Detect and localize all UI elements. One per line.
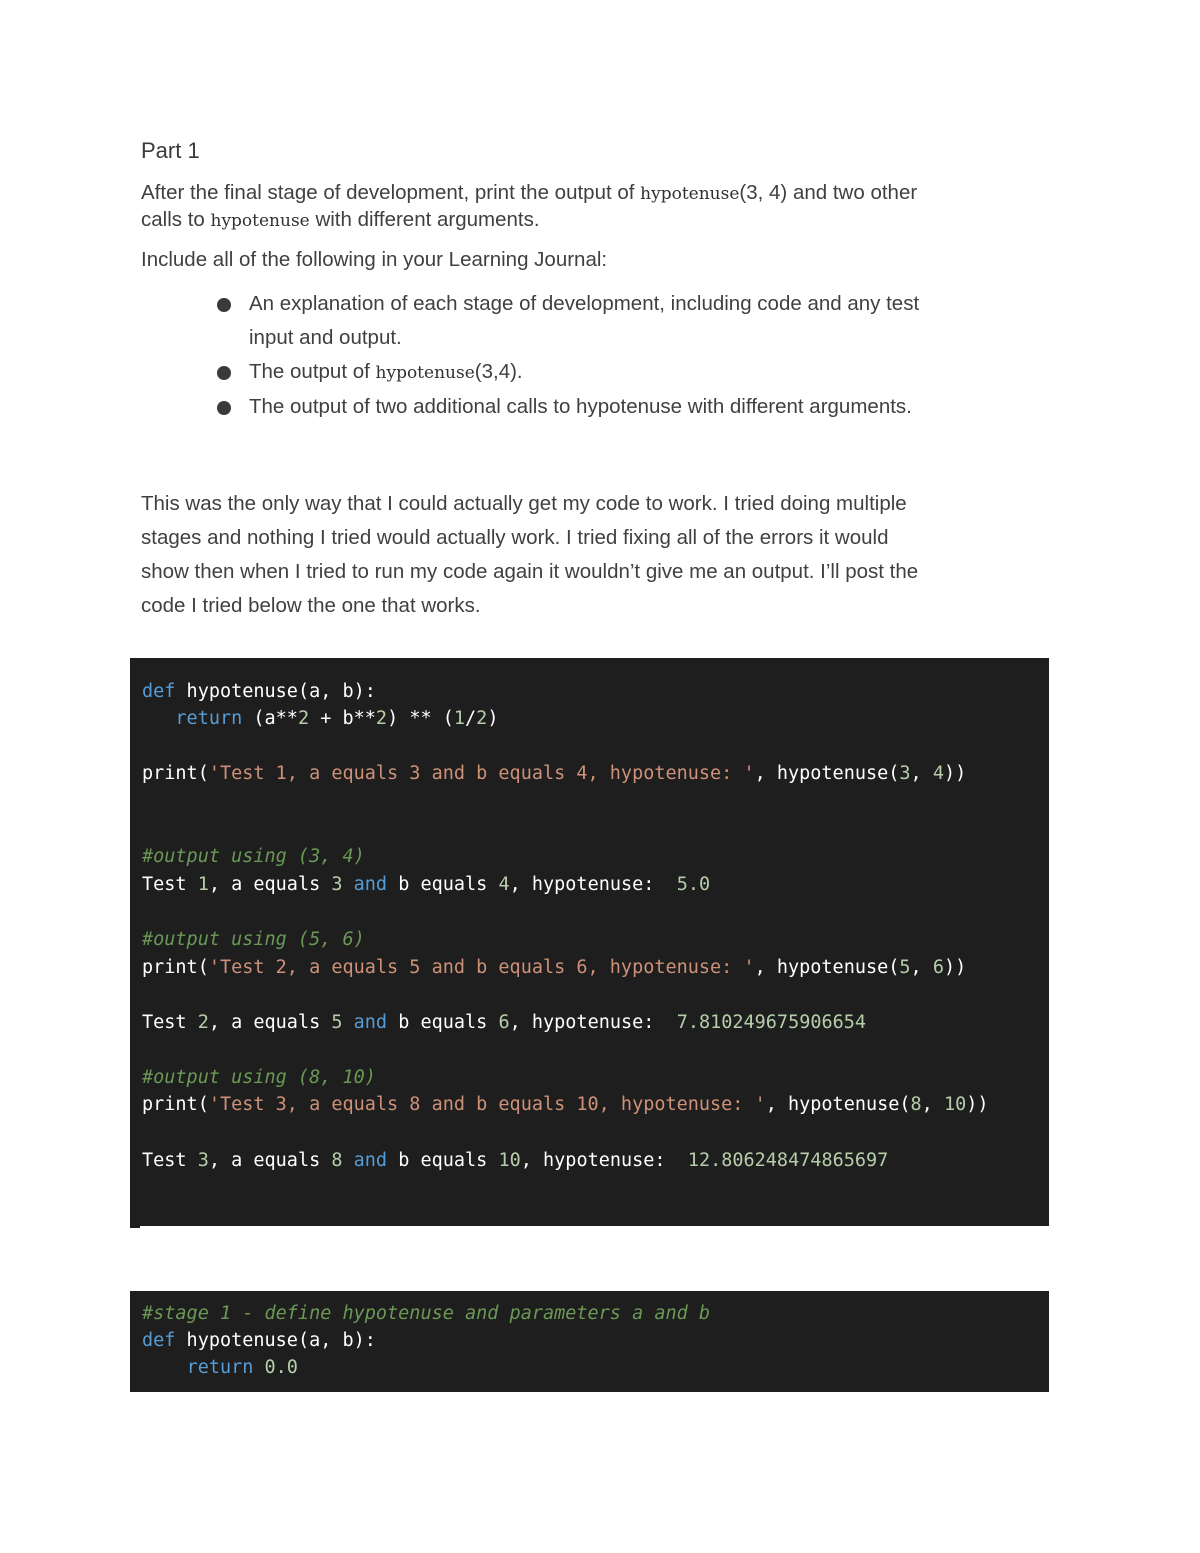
list-item-text: (3,4).	[474, 360, 523, 383]
code-token	[142, 1357, 187, 1378]
explanation-line: This was the only way that I could actually get my code to work. I tried doing multiple	[141, 492, 907, 515]
code-token: hypotenuse(a, b):	[175, 1330, 376, 1351]
code-token: print(	[142, 1094, 209, 1115]
code-token: 3	[331, 874, 343, 895]
instruction-text: with different arguments.	[309, 208, 540, 231]
code-token: 3	[899, 763, 911, 784]
code-token: def	[142, 681, 176, 702]
list-item	[213, 287, 1043, 355]
code-token: b equals	[387, 1012, 499, 1033]
code-token: 10	[498, 1150, 521, 1171]
code-token	[253, 1357, 264, 1378]
code-line	[142, 929, 365, 950]
code-token: /	[465, 708, 477, 729]
code-token: 3	[197, 1150, 209, 1171]
inline-code: hypotenuse	[375, 363, 475, 383]
instruction-text: (3, 4) and two other	[739, 181, 918, 204]
code-line	[142, 957, 966, 978]
code-token: 8	[331, 1150, 343, 1171]
inline-code: hypotenuse	[640, 184, 740, 204]
code-token: 7.810249675906654	[676, 1012, 867, 1033]
code-token: )	[487, 708, 499, 729]
code-token	[343, 1012, 354, 1033]
code-token	[142, 708, 175, 729]
inline-code: hypotenuse	[210, 211, 310, 231]
code-token: , a equals	[208, 874, 332, 895]
code-token: 0.0	[264, 1357, 298, 1378]
code-token: #output using (8, 10)	[142, 1067, 376, 1088]
code-token: and	[353, 1012, 388, 1033]
code-token: 5	[899, 957, 911, 978]
code-line	[142, 1303, 710, 1324]
code-line	[142, 708, 498, 729]
code-line	[142, 1094, 989, 1115]
code-line	[142, 1330, 376, 1351]
code-token: ))	[943, 957, 967, 978]
bullet-icon	[217, 298, 231, 312]
code-token: 12.806248474865697	[687, 1150, 889, 1171]
code-line	[142, 846, 365, 867]
code-token: Test	[142, 1012, 198, 1033]
code-token: , hypotenuse:	[509, 874, 677, 895]
code-token: , hypotenuse:	[509, 1012, 677, 1033]
code-block-working	[130, 658, 1049, 1226]
code-token: 1	[453, 708, 466, 729]
explanation-paragraph	[141, 487, 1061, 623]
code-token: return	[186, 1357, 254, 1378]
instruction-text: calls to	[141, 208, 211, 231]
explanation-line: show then when I tried to run my code again it wouldn’t give me an output. I’ll post the	[141, 560, 919, 583]
code-token: return	[175, 708, 243, 729]
code-token: Test	[142, 874, 198, 895]
learning-journal-intro: Include all of the following in your Learning Journal:	[141, 248, 608, 271]
code-token: b equals	[387, 1150, 499, 1171]
part-heading: Part 1	[141, 138, 200, 163]
code-token: print(	[142, 763, 209, 784]
code-token: and	[353, 874, 388, 895]
code-line	[142, 1150, 888, 1171]
code-token: 6	[498, 1012, 510, 1033]
code-token: ) ** (	[387, 708, 454, 729]
code-token: def	[142, 1330, 176, 1351]
code-token: and	[353, 1150, 388, 1171]
explanation-line: stages and nothing I tried would actually work. I tried fixing all of the errors it would	[141, 526, 889, 549]
explanation-line: code I tried below the one that works.	[141, 594, 481, 617]
code-token: 2	[197, 1012, 209, 1033]
code-line	[142, 681, 376, 702]
code-token: 5.0	[676, 874, 711, 895]
code-line	[142, 1357, 298, 1378]
code-token: b equals	[387, 874, 499, 895]
list-item	[213, 390, 1043, 424]
code-block-edge	[130, 1222, 140, 1228]
code-token: , hypotenuse(	[754, 957, 900, 978]
code-token: hypotenuse(a, b):	[175, 681, 376, 702]
code-line	[142, 763, 966, 784]
code-token: (a**	[242, 708, 298, 729]
instruction-text: After the final stage of development, print the output of	[141, 181, 641, 204]
code-token: 5	[331, 1012, 343, 1033]
code-token: 'Test 1, a equals 3 and b equals 4, hypotenuse: '	[208, 763, 755, 784]
bullet-icon	[217, 366, 231, 380]
list-item-text: The output of	[249, 360, 376, 383]
code-token	[343, 874, 354, 895]
code-token: ,	[921, 1094, 944, 1115]
code-token: 4	[932, 763, 944, 784]
code-line	[142, 1067, 376, 1088]
code-block-stage-1	[130, 1291, 1049, 1392]
code-line	[142, 874, 710, 895]
code-token: 2	[476, 708, 488, 729]
code-token: , hypotenuse(	[754, 763, 900, 784]
code-line	[142, 1012, 866, 1033]
code-token: ))	[966, 1094, 989, 1115]
code-token: 6	[932, 957, 944, 978]
bullet-icon	[217, 401, 231, 415]
code-token: + b**	[309, 708, 376, 729]
code-token: ))	[943, 763, 967, 784]
list-item	[213, 355, 1043, 390]
list-item-text: input and output.	[249, 326, 402, 349]
code-token: #output using (5, 6)	[142, 929, 365, 950]
code-token	[343, 1150, 354, 1171]
code-token: 1	[197, 874, 209, 895]
code-token: ,	[910, 957, 933, 978]
code-token: #stage 1 - define hypotenuse and parameters a and b	[142, 1303, 711, 1324]
code-token: 2	[375, 708, 388, 729]
code-token: ,	[910, 763, 933, 784]
code-token: , hypotenuse:	[520, 1150, 688, 1171]
code-token: 'Test 2, a equals 5 and b equals 6, hypotenuse: '	[208, 957, 755, 978]
code-token: 8	[910, 1094, 922, 1115]
instruction-paragraph	[141, 180, 1071, 234]
code-token: 10	[943, 1094, 967, 1115]
requirements-list	[213, 287, 1043, 424]
list-item-text: The output of two additional calls to hypotenuse with different arguments.	[249, 395, 912, 418]
list-item-text: An explanation of each stage of development, including code and any test	[249, 292, 920, 315]
code-token: 4	[498, 874, 510, 895]
code-token: 'Test 3, a equals 8 and b equals 10, hypotenuse: '	[208, 1094, 766, 1115]
code-token: #output using (3, 4)	[142, 846, 365, 867]
code-token: Test	[142, 1150, 198, 1171]
code-token: , a equals	[208, 1150, 332, 1171]
code-token: , a equals	[208, 1012, 332, 1033]
code-token: 2	[297, 708, 310, 729]
code-token: print(	[142, 957, 209, 978]
code-token: , hypotenuse(	[765, 1094, 911, 1115]
